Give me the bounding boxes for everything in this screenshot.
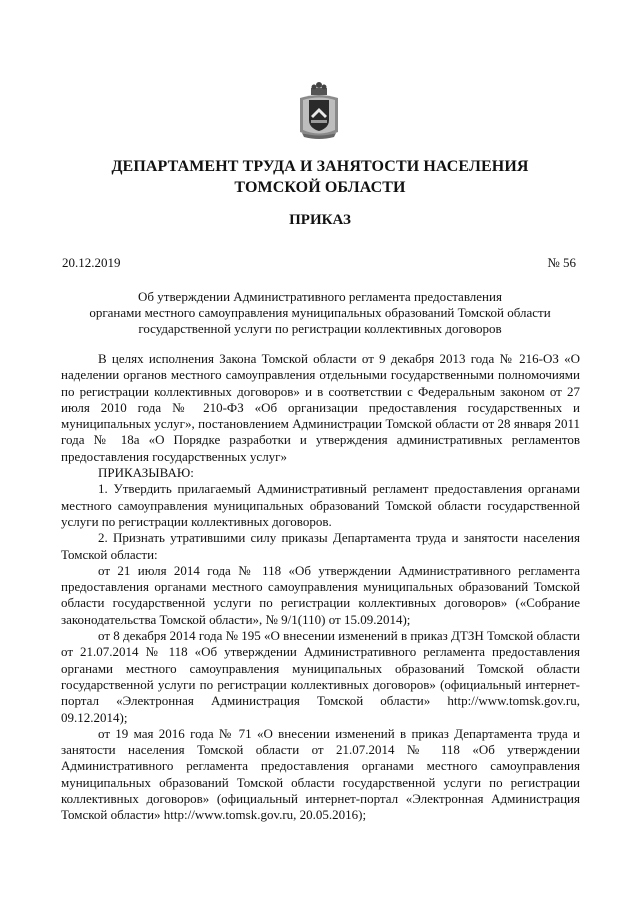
document-body	[61, 351, 580, 824]
item-1-paragraph: 1. Утвердить прилагаемый Административный регламент предоставления органами местного самоуправления муниципальных образований Томской области государственной услуги по регистрации коллективных договоров.	[61, 481, 580, 529]
repealed-act-3: от 19 мая 2016 года № 71 «О внесении изменений в приказ Департамента труда и занятости населения Томской области от 21.07.2014 № 118 «Об утверждении Административного регламента предоставления органами местного самоуправления муниципальных образований Томской области государственной услуги по регистрации коллективных договоров» (официальный интернет-портал «Электронная Администрация Томской области» http://www.tomsk.gov.ru, 20.05.2016);	[61, 725, 580, 823]
document-number: № 56	[547, 255, 576, 270]
document-date: 20.12.2019	[62, 255, 121, 270]
subject-line-3: государственной услуги по регистрации коллективных договоров	[138, 321, 502, 336]
document-type-title: ПРИКАЗ	[289, 212, 351, 228]
subject-line-2: органами местного самоуправления муниципальных образований Томской области	[89, 305, 551, 320]
item-2-paragraph: 2. Признать утратившими силу приказы Департамента труда и занятости населения Томской области:	[61, 530, 580, 562]
repealed-act-1: от 21 июля 2014 года № 118 «Об утверждении Административного регламента предоставления органами местного самоуправления муниципальных образований Томской области государственной услуги по регистрации коллективных договоров» («Собрание законодательства Томской области», № 9/1(110) от 15.09.2014);	[61, 562, 580, 627]
repealed-act-2: от 8 декабря 2014 года № 195 «О внесении изменений в приказ ДТЗН Томской области от 21.07.2014 № 118 «Об утверждении Административного регламента предоставления органами местного самоуправления муниципальных образований Томской области государственной услуги по регистрации коллективных договоров» (официальный интернет-портал «Электронная Администрация Томской области» http://www.tomsk.gov.ru, 09.12.2014);	[61, 628, 581, 725]
department-name	[0, 156, 640, 198]
department-line-1: ДЕПАРТАМЕНТ ТРУДА И ЗАНЯТОСТИ НАСЕЛЕНИЯ	[111, 158, 529, 175]
preamble-paragraph: В целях исполнения Закона Томской области от 9 декабря 2013 года № 216-ОЗ «О наделении органов местного самоуправления отдельными государственными полномочиями по регистрации коллективных договоров» и в соответствии с Федеральным законом от 27 июля 2010 года № 210-ФЗ «Об организации предоставления государственных и муниципальных услуг», постановлением Администрации Томской области от 28 января 2011 года № 18а «О Порядке разработки и утверждения административных регламентов предоставления государственных услуг»	[61, 351, 580, 464]
subject-line-1: Об утверждении Административного регламента предоставления	[138, 289, 502, 304]
order-word: ПРИКАЗЫВАЮ:	[98, 465, 194, 481]
department-line-2: ТОМСКОЙ ОБЛАСТИ	[234, 179, 406, 196]
coat-of-arms-icon	[297, 82, 341, 140]
document-subject	[60, 289, 580, 337]
